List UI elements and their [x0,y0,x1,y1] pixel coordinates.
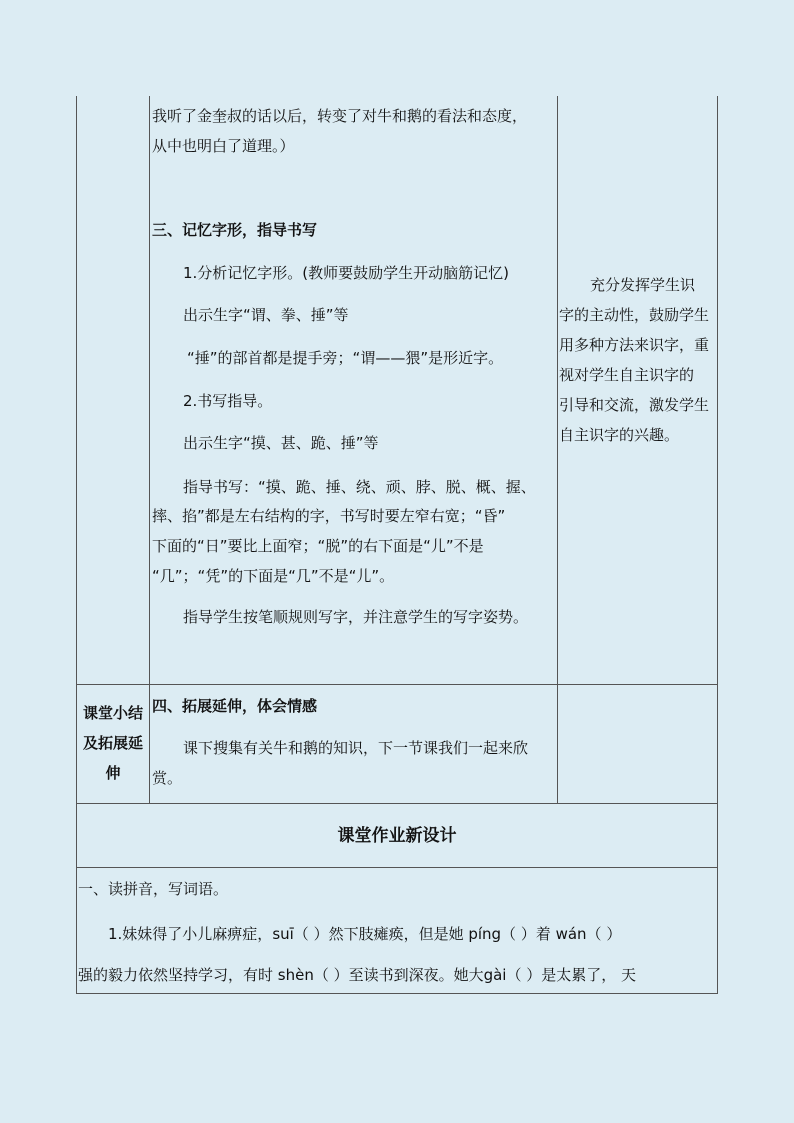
guide-line: 摔、掐”都是左右结构的字，书写时要左窄右宽；“昏” [152,507,506,525]
text-line: 课下搜集有关牛和鹅的知识，下一节课我们一起来欣 [183,739,529,757]
homework-question: 一、读拼音，写词语。 [78,880,229,898]
paragraph: 指导学生按笔顺规则写字，并注意学生的写字姿势。 [183,608,529,626]
side-note-line: 视对学生自主识字的 [559,366,695,384]
row-label-line: 课堂小结 [82,704,143,722]
guide-line: “几”；“凭”的下面是“几”不是“儿”。 [152,567,395,585]
row-divider-1 [76,684,718,685]
homework-line: 1.妹妹得了小儿麻痹症，suī（ ）然下肢瘫痪，但是她 píng（ ）着 wán（ ） [108,925,622,943]
row-divider-3 [76,867,718,868]
table-bottom-border [76,993,718,994]
paragraph: 出示生字“谓、拳、捶”等 [183,306,349,324]
row-label-line: 及拓展延 [82,734,143,752]
side-note-line: 自主识字的兴趣。 [559,426,680,444]
text-line: 赏。 [152,769,183,787]
side-note-line: 充分发挥学生识 [590,276,696,294]
homework-title: 课堂作业新设计 [337,826,457,846]
row-divider-2 [76,803,718,804]
paragraph: 2.书写指导。 [183,392,273,410]
side-note-line: 引导和交流，激发学生 [559,396,710,414]
side-note-line: 字的主动性，鼓励学生 [559,306,710,324]
guide-line: 指导书写：“摸、跪、捶、绕、顽、脖、脱、概、握、 [183,478,536,496]
table-right-border [717,96,718,994]
paragraph: 出示生字“摸、甚、跪、捶”等 [183,434,379,452]
section-heading-4: 四、拓展延伸，体会情感 [152,697,318,715]
column-divider-1 [149,96,150,803]
text-line: 我听了金奎叔的话以后，转变了对牛和鹅的看法和态度， [152,107,528,125]
section-heading-3: 三、记忆字形，指导书写 [152,221,318,239]
guide-line: 下面的“日”要比上面窄；“脱”的右下面是“儿”不是 [152,537,484,555]
paragraph: “捶”的部首都是提手旁；“谓——猥”是形近字。 [187,349,504,367]
homework-line: 强的毅力依然坚持学习，有时 shèn（ ）至读书到深夜。她大gài（ ）是太累了， 天 [78,966,637,984]
column-divider-2 [557,96,558,803]
side-note-line: 用多种方法来识字，重 [559,336,710,354]
paragraph: 1.分析记忆字形。(教师要鼓励学生开动脑筋记忆) [183,264,510,282]
row-label-line: 伸 [105,764,121,782]
table-left-border [76,96,77,994]
text-line: 从中也明白了道理。） [152,137,295,155]
